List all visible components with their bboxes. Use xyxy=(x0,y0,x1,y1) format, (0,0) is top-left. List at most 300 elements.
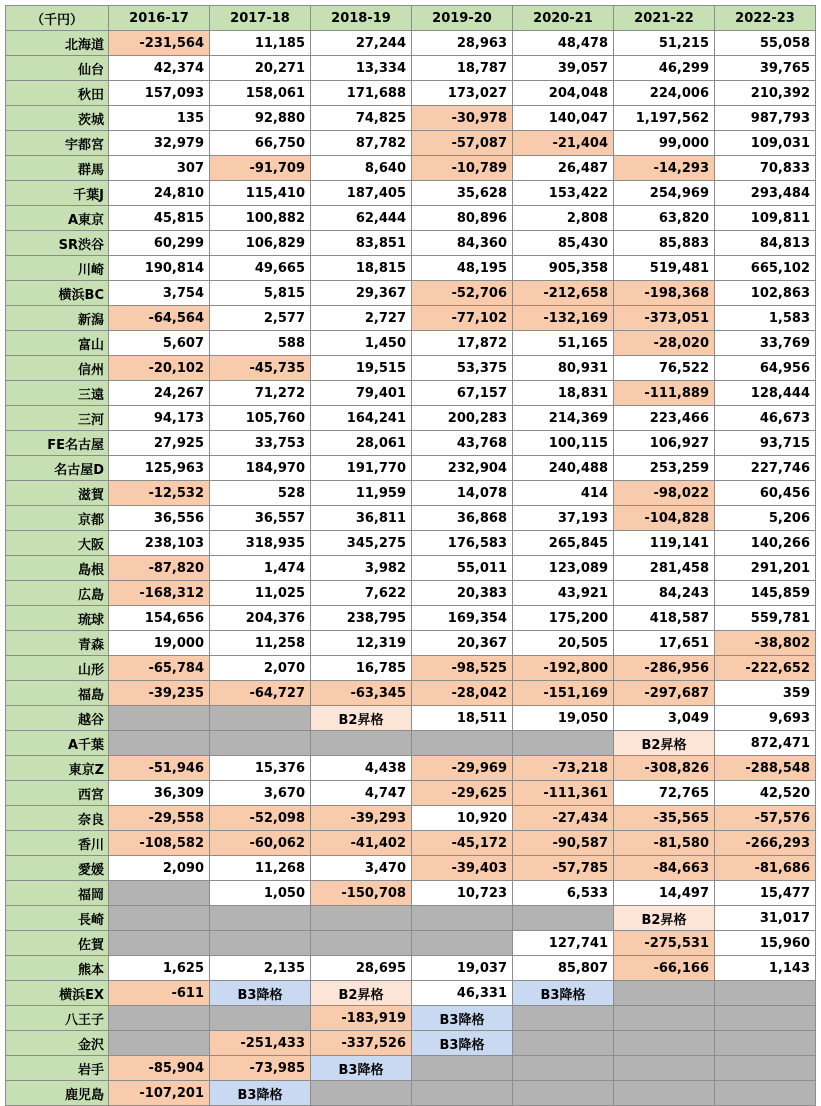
value-cell: 157,093 xyxy=(109,81,210,106)
team-name-cell: 東京Z xyxy=(6,756,109,781)
relegation-cell: B3降格 xyxy=(210,1081,311,1106)
negative-value-cell: -29,625 xyxy=(412,781,513,806)
value-cell: 1,450 xyxy=(311,331,412,356)
value-cell: 109,811 xyxy=(715,206,816,231)
value-cell: 15,960 xyxy=(715,931,816,956)
value-cell: 10,920 xyxy=(412,806,513,831)
value-cell: 158,061 xyxy=(210,81,311,106)
value-cell: 519,481 xyxy=(614,256,715,281)
value-cell: 45,815 xyxy=(109,206,210,231)
value-cell: 20,271 xyxy=(210,56,311,81)
negative-value-cell: -192,800 xyxy=(513,656,614,681)
team-name-cell: 岩手 xyxy=(6,1056,109,1081)
value-cell: 190,814 xyxy=(109,256,210,281)
value-cell: 60,299 xyxy=(109,231,210,256)
value-cell: 32,979 xyxy=(109,131,210,156)
value-cell: 15,376 xyxy=(210,756,311,781)
table-row xyxy=(6,131,816,156)
value-cell: 588 xyxy=(210,331,311,356)
negative-value-cell: -275,531 xyxy=(614,931,715,956)
value-cell: 238,795 xyxy=(311,606,412,631)
team-name-cell: 青森 xyxy=(6,631,109,656)
value-cell: 49,665 xyxy=(210,256,311,281)
negative-value-cell: -104,828 xyxy=(614,506,715,531)
value-cell: 8,640 xyxy=(311,156,412,181)
table-row xyxy=(6,881,816,906)
value-cell: 171,688 xyxy=(311,81,412,106)
value-cell: 20,505 xyxy=(513,631,614,656)
team-name-cell: 群馬 xyxy=(6,156,109,181)
value-cell: 84,360 xyxy=(412,231,513,256)
negative-value-cell: -20,102 xyxy=(109,356,210,381)
negative-value-cell: -52,098 xyxy=(210,806,311,831)
empty-cell xyxy=(109,731,210,756)
team-name-cell: 名古屋D xyxy=(6,456,109,481)
value-cell: 214,369 xyxy=(513,406,614,431)
team-name-cell: A千葉 xyxy=(6,731,109,756)
negative-value-cell: -111,361 xyxy=(513,781,614,806)
value-cell: 106,927 xyxy=(614,431,715,456)
value-cell: 19,515 xyxy=(311,356,412,381)
negative-value-cell: -45,172 xyxy=(412,831,513,856)
value-cell: 17,651 xyxy=(614,631,715,656)
empty-cell xyxy=(210,706,311,731)
table-row xyxy=(6,281,816,306)
value-cell: 106,829 xyxy=(210,231,311,256)
team-name-cell: 山形 xyxy=(6,656,109,681)
year-header: 2021-22 xyxy=(614,6,715,31)
value-cell: 87,782 xyxy=(311,131,412,156)
empty-cell xyxy=(614,981,715,1006)
value-cell: 80,896 xyxy=(412,206,513,231)
value-cell: 345,275 xyxy=(311,531,412,556)
team-name-cell: A東京 xyxy=(6,206,109,231)
empty-cell xyxy=(715,1031,816,1056)
value-cell: 28,061 xyxy=(311,431,412,456)
value-cell: 11,025 xyxy=(210,581,311,606)
negative-value-cell: -87,820 xyxy=(109,556,210,581)
empty-cell xyxy=(109,1006,210,1031)
negative-value-cell: -151,169 xyxy=(513,681,614,706)
value-cell: 240,488 xyxy=(513,456,614,481)
value-cell: 46,299 xyxy=(614,56,715,81)
team-name-cell: 愛媛 xyxy=(6,856,109,881)
value-cell: 11,268 xyxy=(210,856,311,881)
negative-value-cell: -337,526 xyxy=(311,1031,412,1056)
team-name-cell: 秋田 xyxy=(6,81,109,106)
value-cell: 85,883 xyxy=(614,231,715,256)
negative-value-cell: -168,312 xyxy=(109,581,210,606)
negative-value-cell: -66,166 xyxy=(614,956,715,981)
value-cell: 10,723 xyxy=(412,881,513,906)
negative-value-cell: -28,020 xyxy=(614,331,715,356)
table-row xyxy=(6,181,816,206)
table-row xyxy=(6,356,816,381)
team-name-cell: 福島 xyxy=(6,681,109,706)
value-cell: 123,089 xyxy=(513,556,614,581)
negative-value-cell: -39,403 xyxy=(412,856,513,881)
value-cell: 27,244 xyxy=(311,31,412,56)
promotion-cell: B2昇格 xyxy=(311,706,412,731)
team-name-cell: 琉球 xyxy=(6,606,109,631)
value-cell: 36,556 xyxy=(109,506,210,531)
value-cell: 1,197,562 xyxy=(614,106,715,131)
value-cell: 20,383 xyxy=(412,581,513,606)
value-cell: 2,808 xyxy=(513,206,614,231)
value-cell: 63,820 xyxy=(614,206,715,231)
value-cell: 28,695 xyxy=(311,956,412,981)
value-cell: 184,970 xyxy=(210,456,311,481)
value-cell: 36,557 xyxy=(210,506,311,531)
value-cell: 5,815 xyxy=(210,281,311,306)
team-name-cell: 福岡 xyxy=(6,881,109,906)
empty-cell xyxy=(614,1006,715,1031)
value-cell: 3,670 xyxy=(210,781,311,806)
empty-cell xyxy=(412,1056,513,1081)
table-row xyxy=(6,506,816,531)
value-cell: 39,057 xyxy=(513,56,614,81)
value-cell: 94,173 xyxy=(109,406,210,431)
value-cell: 3,049 xyxy=(614,706,715,731)
value-cell: 5,607 xyxy=(109,331,210,356)
table-row xyxy=(6,781,816,806)
value-cell: 67,157 xyxy=(412,381,513,406)
value-cell: 100,882 xyxy=(210,206,311,231)
negative-value-cell: -63,345 xyxy=(311,681,412,706)
table-row xyxy=(6,956,816,981)
year-header: 2018-19 xyxy=(311,6,412,31)
value-cell: 42,374 xyxy=(109,56,210,81)
value-cell: 291,201 xyxy=(715,556,816,581)
empty-cell xyxy=(109,931,210,956)
value-cell: 191,770 xyxy=(311,456,412,481)
value-cell: 119,141 xyxy=(614,531,715,556)
table-row xyxy=(6,706,816,731)
promotion-cell: B2昇格 xyxy=(614,906,715,931)
relegation-cell: B3降格 xyxy=(412,1031,513,1056)
value-cell: 13,334 xyxy=(311,56,412,81)
value-cell: 128,444 xyxy=(715,381,816,406)
value-cell: 19,050 xyxy=(513,706,614,731)
value-cell: 14,078 xyxy=(412,481,513,506)
negative-value-cell: -73,218 xyxy=(513,756,614,781)
table-row xyxy=(6,156,816,181)
year-header: 2016-17 xyxy=(109,6,210,31)
table-row xyxy=(6,731,816,756)
team-name-cell: 越谷 xyxy=(6,706,109,731)
value-cell: 46,331 xyxy=(412,981,513,1006)
negative-value-cell: -12,532 xyxy=(109,481,210,506)
value-cell: 175,200 xyxy=(513,606,614,631)
team-name-cell: 島根 xyxy=(6,556,109,581)
team-name-cell: 茨城 xyxy=(6,106,109,131)
value-cell: 18,815 xyxy=(311,256,412,281)
empty-cell xyxy=(715,981,816,1006)
negative-value-cell: -308,826 xyxy=(614,756,715,781)
value-cell: 200,283 xyxy=(412,406,513,431)
team-name-cell: 仙台 xyxy=(6,56,109,81)
team-name-cell: FE名古屋 xyxy=(6,431,109,456)
team-name-cell: 宇都宮 xyxy=(6,131,109,156)
table-row xyxy=(6,256,816,281)
negative-value-cell: -14,293 xyxy=(614,156,715,181)
value-cell: 11,959 xyxy=(311,481,412,506)
empty-cell xyxy=(614,1031,715,1056)
table-row xyxy=(6,856,816,881)
table-row xyxy=(6,481,816,506)
value-cell: 14,497 xyxy=(614,881,715,906)
table-row xyxy=(6,681,816,706)
value-cell: 18,787 xyxy=(412,56,513,81)
value-cell: 1,050 xyxy=(210,881,311,906)
table-row xyxy=(6,81,816,106)
value-cell: 72,765 xyxy=(614,781,715,806)
negative-value-cell: -30,978 xyxy=(412,106,513,131)
table-body xyxy=(6,31,816,1106)
table-row xyxy=(6,56,816,81)
negative-value-cell: -198,368 xyxy=(614,281,715,306)
unit-label-cell: （千円） xyxy=(6,6,109,31)
value-cell: 210,392 xyxy=(715,81,816,106)
value-cell: 51,215 xyxy=(614,31,715,56)
value-cell: 164,241 xyxy=(311,406,412,431)
table-row xyxy=(6,306,816,331)
table-row xyxy=(6,606,816,631)
value-cell: 238,103 xyxy=(109,531,210,556)
value-cell: 28,963 xyxy=(412,31,513,56)
empty-cell xyxy=(210,931,311,956)
value-cell: 135 xyxy=(109,106,210,131)
year-header: 2020-21 xyxy=(513,6,614,31)
promotion-cell: B2昇格 xyxy=(311,981,412,1006)
value-cell: 359 xyxy=(715,681,816,706)
table-row xyxy=(6,1006,816,1031)
value-cell: 18,511 xyxy=(412,706,513,731)
value-cell: 3,982 xyxy=(311,556,412,581)
value-cell: 127,741 xyxy=(513,931,614,956)
value-cell: 293,484 xyxy=(715,181,816,206)
negative-value-cell: -150,708 xyxy=(311,881,412,906)
value-cell: 74,825 xyxy=(311,106,412,131)
empty-cell xyxy=(715,1081,816,1106)
negative-value-cell: -98,525 xyxy=(412,656,513,681)
negative-value-cell: -231,564 xyxy=(109,31,210,56)
negative-value-cell: -77,102 xyxy=(412,306,513,331)
negative-value-cell: -57,087 xyxy=(412,131,513,156)
value-cell: 83,851 xyxy=(311,231,412,256)
relegation-cell: B3降格 xyxy=(210,981,311,1006)
value-cell: 140,047 xyxy=(513,106,614,131)
value-cell: 76,522 xyxy=(614,356,715,381)
empty-cell xyxy=(109,1031,210,1056)
value-cell: 1,143 xyxy=(715,956,816,981)
team-name-cell: 富山 xyxy=(6,331,109,356)
value-cell: 2,577 xyxy=(210,306,311,331)
value-cell: 42,520 xyxy=(715,781,816,806)
negative-value-cell: -111,889 xyxy=(614,381,715,406)
empty-cell xyxy=(614,1056,715,1081)
value-cell: 11,185 xyxy=(210,31,311,56)
negative-value-cell: -39,235 xyxy=(109,681,210,706)
value-cell: 18,831 xyxy=(513,381,614,406)
negative-value-cell: -108,582 xyxy=(109,831,210,856)
value-cell: 2,727 xyxy=(311,306,412,331)
negative-value-cell: -91,709 xyxy=(210,156,311,181)
value-cell: 905,358 xyxy=(513,256,614,281)
value-cell: 24,267 xyxy=(109,381,210,406)
value-cell: 48,478 xyxy=(513,31,614,56)
negative-value-cell: -251,433 xyxy=(210,1031,311,1056)
negative-value-cell: -611 xyxy=(109,981,210,1006)
financial-table xyxy=(5,5,816,1106)
value-cell: 4,438 xyxy=(311,756,412,781)
negative-value-cell: -73,985 xyxy=(210,1056,311,1081)
team-name-cell: 奈良 xyxy=(6,806,109,831)
table-row xyxy=(6,1056,816,1081)
value-cell: 39,765 xyxy=(715,56,816,81)
table-row xyxy=(6,531,816,556)
table-row xyxy=(6,231,816,256)
value-cell: 43,921 xyxy=(513,581,614,606)
value-cell: 102,863 xyxy=(715,281,816,306)
value-cell: 53,375 xyxy=(412,356,513,381)
value-cell: 48,195 xyxy=(412,256,513,281)
value-cell: 27,925 xyxy=(109,431,210,456)
value-cell: 105,760 xyxy=(210,406,311,431)
value-cell: 31,017 xyxy=(715,906,816,931)
table-row xyxy=(6,831,816,856)
value-cell: 100,115 xyxy=(513,431,614,456)
negative-value-cell: -64,564 xyxy=(109,306,210,331)
negative-value-cell: -212,658 xyxy=(513,281,614,306)
empty-cell xyxy=(210,1006,311,1031)
year-header: 2017-18 xyxy=(210,6,311,31)
table-row xyxy=(6,456,816,481)
value-cell: 99,000 xyxy=(614,131,715,156)
team-name-cell: 滋賀 xyxy=(6,481,109,506)
value-cell: 66,750 xyxy=(210,131,311,156)
value-cell: 872,471 xyxy=(715,731,816,756)
empty-cell xyxy=(513,1031,614,1056)
team-name-cell: 佐賀 xyxy=(6,931,109,956)
empty-cell xyxy=(513,1081,614,1106)
team-name-cell: 横浜BC xyxy=(6,281,109,306)
empty-cell xyxy=(715,1056,816,1081)
negative-value-cell: -81,580 xyxy=(614,831,715,856)
team-name-cell: 京都 xyxy=(6,506,109,531)
negative-value-cell: -10,789 xyxy=(412,156,513,181)
table-row xyxy=(6,381,816,406)
table-row xyxy=(6,581,816,606)
value-cell: 254,969 xyxy=(614,181,715,206)
team-name-cell: 北海道 xyxy=(6,31,109,56)
negative-value-cell: -60,062 xyxy=(210,831,311,856)
negative-value-cell: -64,727 xyxy=(210,681,311,706)
table-row xyxy=(6,431,816,456)
empty-cell xyxy=(109,906,210,931)
negative-value-cell: -28,042 xyxy=(412,681,513,706)
negative-value-cell: -57,785 xyxy=(513,856,614,881)
value-cell: 36,309 xyxy=(109,781,210,806)
negative-value-cell: -29,969 xyxy=(412,756,513,781)
value-cell: 2,135 xyxy=(210,956,311,981)
empty-cell xyxy=(311,731,412,756)
table-row xyxy=(6,206,816,231)
value-cell: 115,410 xyxy=(210,181,311,206)
negative-value-cell: -183,919 xyxy=(311,1006,412,1031)
negative-value-cell: -373,051 xyxy=(614,306,715,331)
table-row xyxy=(6,806,816,831)
value-cell: 33,753 xyxy=(210,431,311,456)
value-cell: 227,746 xyxy=(715,456,816,481)
value-cell: 80,931 xyxy=(513,356,614,381)
negative-value-cell: -57,576 xyxy=(715,806,816,831)
value-cell: 224,006 xyxy=(614,81,715,106)
value-cell: 559,781 xyxy=(715,606,816,631)
value-cell: 145,859 xyxy=(715,581,816,606)
team-name-cell: 長崎 xyxy=(6,906,109,931)
value-cell: 418,587 xyxy=(614,606,715,631)
negative-value-cell: -222,652 xyxy=(715,656,816,681)
negative-value-cell: -45,735 xyxy=(210,356,311,381)
value-cell: 414 xyxy=(513,481,614,506)
value-cell: 55,011 xyxy=(412,556,513,581)
value-cell: 223,466 xyxy=(614,406,715,431)
table-row xyxy=(6,331,816,356)
value-cell: 318,935 xyxy=(210,531,311,556)
table-row xyxy=(6,406,816,431)
value-cell: 70,833 xyxy=(715,156,816,181)
negative-value-cell: -27,434 xyxy=(513,806,614,831)
value-cell: 176,583 xyxy=(412,531,513,556)
value-cell: 528 xyxy=(210,481,311,506)
negative-value-cell: -288,548 xyxy=(715,756,816,781)
empty-cell xyxy=(412,906,513,931)
empty-cell xyxy=(412,1081,513,1106)
negative-value-cell: -81,686 xyxy=(715,856,816,881)
team-name-cell: 八王子 xyxy=(6,1006,109,1031)
team-name-cell: 信州 xyxy=(6,356,109,381)
promotion-cell: B2昇格 xyxy=(614,731,715,756)
value-cell: 7,622 xyxy=(311,581,412,606)
value-cell: 6,533 xyxy=(513,881,614,906)
table-row xyxy=(6,1031,816,1056)
value-cell: 62,444 xyxy=(311,206,412,231)
value-cell: 109,031 xyxy=(715,131,816,156)
negative-value-cell: -38,802 xyxy=(715,631,816,656)
value-cell: 26,487 xyxy=(513,156,614,181)
team-name-cell: 三河 xyxy=(6,406,109,431)
value-cell: 24,810 xyxy=(109,181,210,206)
value-cell: 187,405 xyxy=(311,181,412,206)
relegation-cell: B3降格 xyxy=(311,1056,412,1081)
year-header: 2022-23 xyxy=(715,6,816,31)
value-cell: 665,102 xyxy=(715,256,816,281)
value-cell: 71,272 xyxy=(210,381,311,406)
negative-value-cell: -90,587 xyxy=(513,831,614,856)
team-name-cell: 熊本 xyxy=(6,956,109,981)
empty-cell xyxy=(210,906,311,931)
table-row xyxy=(6,1081,816,1106)
negative-value-cell: -21,404 xyxy=(513,131,614,156)
value-cell: 92,880 xyxy=(210,106,311,131)
team-name-cell: 三遠 xyxy=(6,381,109,406)
empty-cell xyxy=(412,731,513,756)
empty-cell xyxy=(412,931,513,956)
team-name-cell: 香川 xyxy=(6,831,109,856)
value-cell: 265,845 xyxy=(513,531,614,556)
empty-cell xyxy=(513,731,614,756)
